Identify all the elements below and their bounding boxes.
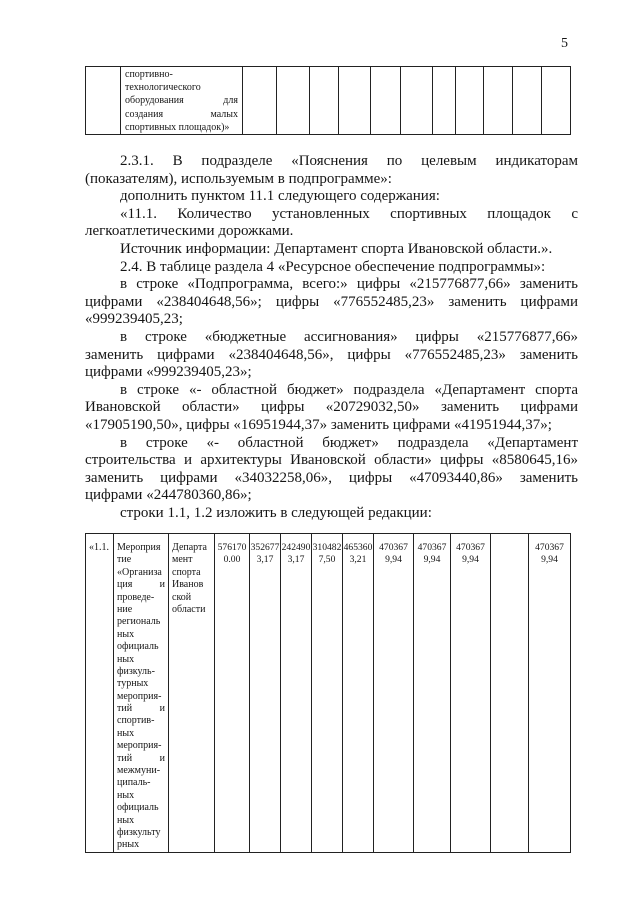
text-line: (показателям), используемым в подпрограмме»: — [85, 170, 392, 187]
event-name-line: проведе- — [117, 591, 155, 603]
top-table-empty-cell — [339, 67, 371, 135]
amount-line: 9,94 — [462, 554, 479, 566]
item-line: оборудования для — [125, 95, 238, 107]
top-table-empty-cell — [243, 67, 277, 135]
text-line: дополнить пунктом 11.1 следующего содержания: — [120, 188, 440, 205]
executor-line: Департа — [172, 542, 207, 553]
amount-line: 3,21 — [349, 554, 367, 566]
event-name-cell — [114, 534, 169, 853]
amount-line: 465360 — [343, 542, 373, 553]
event-name-line: ципаль- — [117, 777, 151, 789]
event-name-line: ние — [117, 603, 133, 615]
event-name-line: ных — [117, 814, 135, 826]
amount-line: 242490 — [281, 542, 311, 553]
executor-line: ской — [172, 591, 192, 603]
amount-cell — [414, 534, 451, 853]
event-name-line: тие — [117, 554, 132, 566]
text-line: строительства и архитектуры Ивановской области» цифры «8580645,16» — [85, 452, 578, 469]
amount-line: 470367 — [456, 542, 485, 553]
event-name-line: межмуни- — [117, 765, 161, 777]
amount-line: 352677 — [250, 542, 280, 553]
text-line: цифрами «999239405,23»; — [85, 364, 252, 381]
event-name-line: ных — [117, 653, 135, 665]
item-line: спортивно- — [125, 69, 173, 80]
amount-cell — [215, 534, 250, 853]
text-line: заменить цифрами «238404648,56», цифры «776552485,23» заменить — [85, 346, 578, 363]
event-name-line: рных — [117, 839, 140, 851]
text-line: в строке «Подпрограмма, всего:» цифры «215776877,66» заменить — [120, 276, 578, 293]
top-table-empty-cell — [484, 67, 513, 135]
text-line: легкоатлетическими дорожками. — [85, 223, 294, 240]
text-line: в строке «бюджетные ассигнования» цифры «215776877,66» — [120, 329, 578, 345]
top-table — [85, 66, 571, 135]
top-table-empty-cell — [456, 67, 484, 135]
amount-cell — [343, 534, 374, 853]
event-name-line: тий и — [117, 703, 165, 715]
executor-line: спорта — [172, 566, 201, 578]
amount-line: 3,17 — [287, 554, 305, 566]
event-name-line: физкуль- — [117, 665, 155, 677]
event-name-line: официаль — [117, 641, 159, 653]
text-line: заменить цифрами «34032258,06», цифры «47093440,86» заменить — [85, 469, 578, 486]
item-line: технологического — [125, 82, 201, 94]
amount-line: 470367 — [535, 542, 564, 553]
event-name-line: официаль — [117, 802, 159, 814]
event-name-line: тий и — [117, 752, 165, 764]
row-number-cell — [86, 534, 114, 853]
amount-line: 470367 — [417, 542, 447, 553]
amount-line: 9,94 — [541, 554, 558, 566]
amount-line: 7,50 — [318, 554, 336, 566]
amount-line: 9,94 — [385, 554, 402, 566]
text-line: Источник информации: Департамент спорта Ивановской области.». — [120, 241, 553, 257]
event-name-line: мероприя- — [117, 690, 162, 702]
amount-cell — [281, 534, 312, 853]
text-line: «11.1. Количество установленных спортивных площадок с — [120, 205, 578, 222]
event-name-line: ных — [117, 727, 135, 739]
amount-cell-empty — [491, 534, 529, 853]
top-table-empty-cell — [513, 67, 542, 135]
event-name-line: Мероприя — [117, 542, 161, 553]
amount-cell — [250, 534, 281, 853]
event-name-line: ция и — [117, 579, 165, 591]
item-line: спортивных площадок)» — [125, 121, 230, 133]
top-table-empty-cell — [277, 67, 310, 135]
row-number: «1.1. — [89, 542, 109, 553]
top-table-empty-cell — [401, 67, 433, 135]
executor-line: Иванов — [172, 579, 204, 591]
resource-table — [85, 533, 571, 853]
executor-cell — [169, 534, 215, 853]
top-table-empty-cell — [310, 67, 339, 135]
amount-line: 310482 — [312, 542, 342, 553]
amount-line: 9,94 — [423, 554, 441, 566]
executor-line: области — [172, 603, 206, 615]
page-number: 5 — [561, 36, 568, 51]
amount-cell — [451, 534, 491, 853]
top-table-row — [86, 67, 571, 135]
text-line: в строке «- областной бюджет» подраздела «Департамент — [120, 434, 578, 451]
event-name-line: спортив- — [117, 715, 155, 727]
amount-cell — [312, 534, 343, 853]
top-table-number-cell — [86, 67, 121, 135]
text-line: 2.3.1. В подразделе «Пояснения по целевым индикаторам — [120, 153, 578, 169]
top-table-empty-cell — [433, 67, 456, 135]
amount-line: 0.00 — [223, 554, 241, 566]
amount-line: 3,17 — [256, 554, 274, 566]
event-name-line: «Организа — [117, 566, 162, 578]
executor-line: мент — [172, 554, 193, 566]
event-name-line: ных — [117, 628, 135, 640]
text-line: Ивановской области» цифры «20729032,50» заменить цифрами — [85, 399, 578, 416]
text-line: цифрами «244780360,86»; — [85, 487, 252, 504]
amount-cell — [529, 534, 571, 853]
text-line: строки 1.1, 1.2 изложить в следующей редакции: — [120, 505, 432, 521]
event-name-line: ных — [117, 789, 135, 801]
amount-line: 576170 — [217, 542, 247, 553]
text-line: «17905190,50», цифры «16951944,37» заменить цифрами «41951944,37»; — [85, 417, 552, 433]
top-table-empty-cell — [371, 67, 401, 135]
text-line: «999239405,23; — [85, 311, 183, 328]
table-row — [86, 534, 571, 853]
text-line: в строке «- областной бюджет» подраздела «Департамент спорта — [120, 381, 578, 398]
text-line: цифрами «238404648,56»; цифры «776552485,23» заменить цифрами — [85, 293, 578, 310]
event-name-line: мероприя- — [117, 740, 162, 752]
amount-line: 470367 — [379, 542, 408, 553]
top-table-empty-cell — [542, 67, 571, 135]
event-name-line: турных — [117, 678, 149, 690]
text-line: 2.4. В таблице раздела 4 «Ресурсное обеспечение подпрограммы»: — [120, 258, 546, 275]
event-name-line: региональ — [117, 616, 161, 628]
top-table-item-cell — [121, 67, 243, 135]
amount-cell — [374, 534, 414, 853]
event-name-line: физкульту — [117, 826, 161, 838]
item-line: создания малых — [125, 108, 238, 120]
